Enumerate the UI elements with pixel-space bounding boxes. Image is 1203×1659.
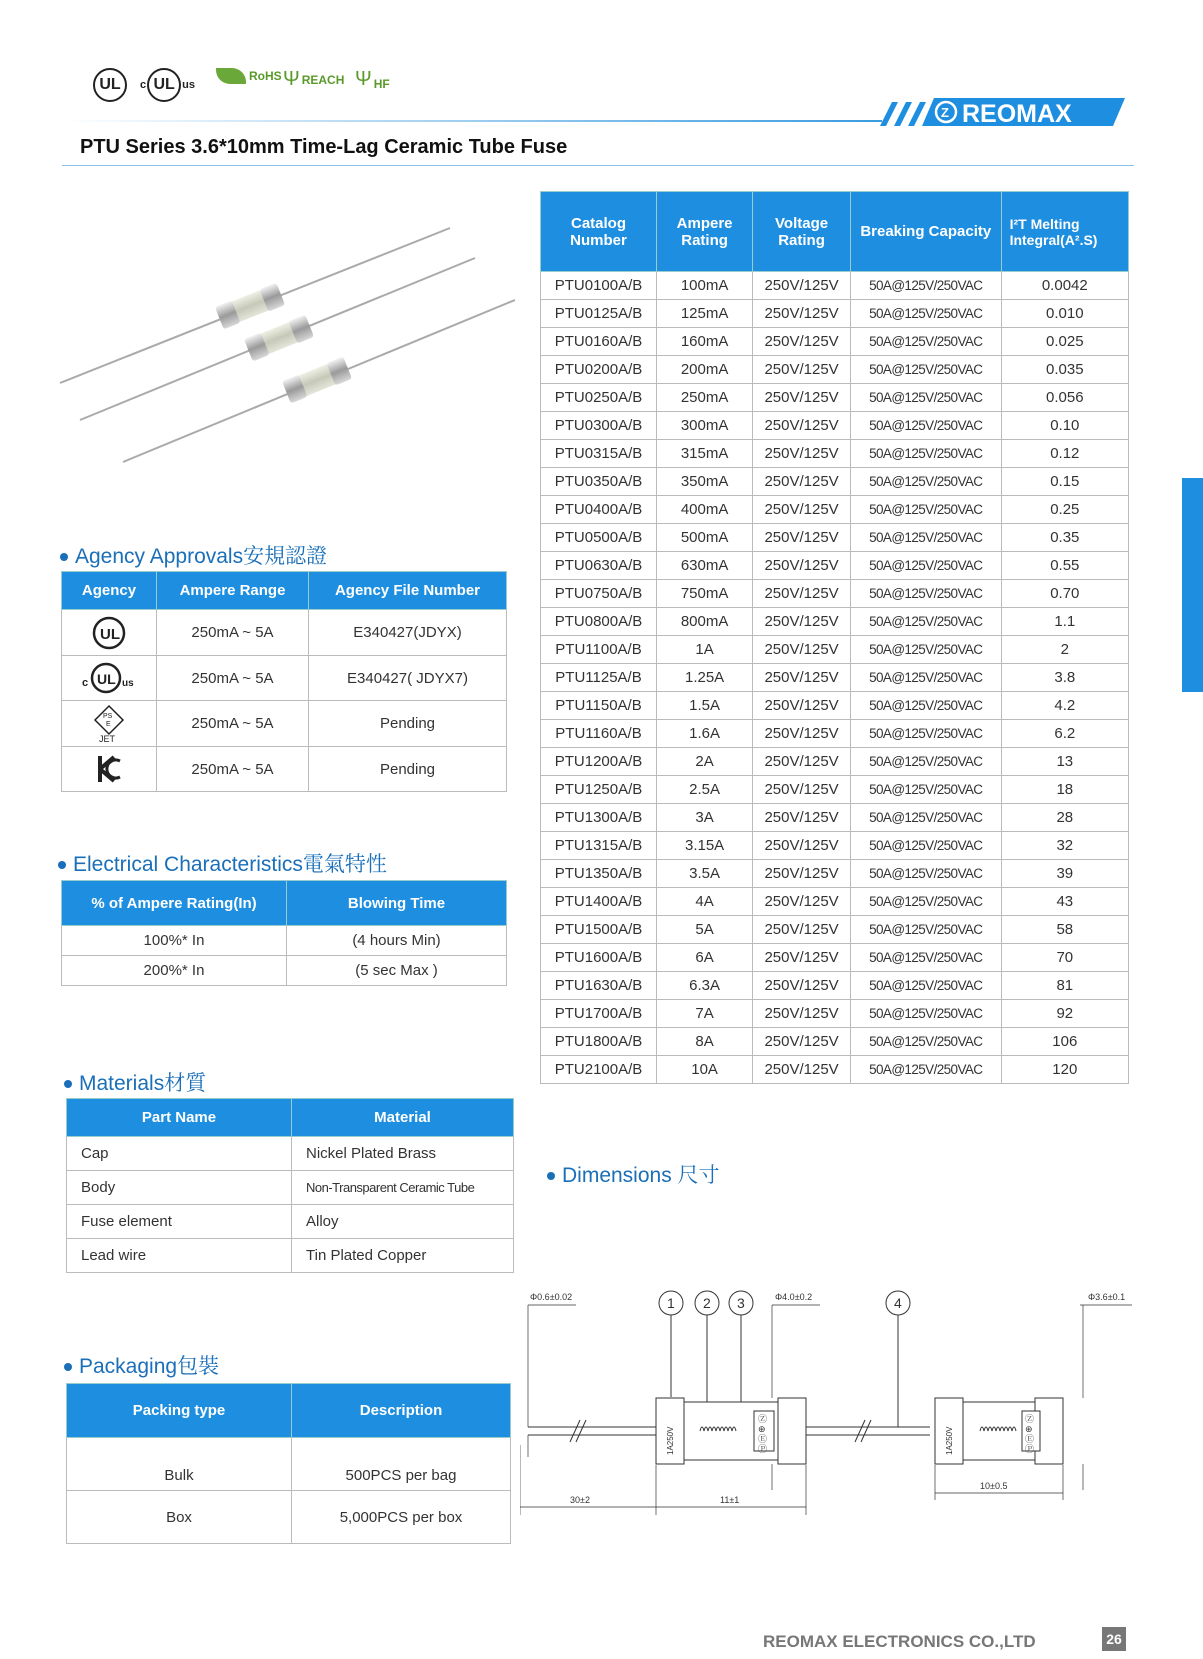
table-cell: 500mA	[657, 524, 753, 552]
table-cell: 1A	[657, 636, 753, 664]
hf-logo: Ψ HF	[355, 68, 390, 91]
svg-text:UL: UL	[97, 671, 116, 687]
svg-text:Ⓩ: Ⓩ	[758, 1414, 768, 1424]
table-cell: 50A@125V/250VAC	[850, 496, 1001, 524]
table-cell: 250V/125V	[753, 608, 851, 636]
table-cell: PTU2100A/B	[541, 1056, 657, 1084]
table-cell: 250V/125V	[753, 552, 851, 580]
table-cell: PTU0160A/B	[541, 328, 657, 356]
sprout-icon: Ψ	[283, 68, 300, 90]
svg-text:c: c	[82, 677, 89, 689]
table-cell: 2.5A	[657, 776, 753, 804]
table-cell: 50A@125V/250VAC	[850, 916, 1001, 944]
table-cell: 250V/125V	[753, 384, 851, 412]
pse-jet-icon	[62, 701, 157, 747]
agency-section-title: Agency Approvals安規認證	[60, 540, 327, 570]
table-row	[541, 384, 1129, 412]
callout-4	[886, 1291, 910, 1427]
table-cell: 250V/125V	[753, 748, 851, 776]
table-cell: PTU0300A/B	[541, 412, 657, 440]
table-cell: 81	[1001, 972, 1128, 1000]
dimension-drawing	[520, 1285, 1140, 1545]
table-cell: 106	[1001, 1028, 1128, 1056]
svg-text:3: 3	[737, 1295, 745, 1311]
table-cell: Non-Transparent Ceramic Tube	[292, 1171, 514, 1205]
leaf-icon	[216, 68, 246, 84]
table-cell: 0.25	[1001, 496, 1128, 524]
ul-logo: UL	[93, 68, 127, 102]
table-row	[67, 1205, 514, 1239]
table-row	[541, 1056, 1129, 1084]
packaging-table	[66, 1383, 511, 1544]
table-cell: 0.12	[1001, 440, 1128, 468]
table-cell: 200mA	[657, 356, 753, 384]
table-cell: PTU1400A/B	[541, 888, 657, 916]
table-cell: 50A@125V/250VAC	[850, 1028, 1001, 1056]
svg-text:⊕: ⊕	[1025, 1424, 1033, 1434]
col-agency: Agency	[62, 572, 157, 610]
table-cell: 250V/125V	[753, 832, 851, 860]
table-cell: 50A@125V/250VAC	[850, 748, 1001, 776]
table-cell: 250V/125V	[753, 636, 851, 664]
table-row: c UL us 250mA ~ 5A E340427( JDYX7)	[62, 656, 507, 701]
table-cell: 250V/125V	[753, 328, 851, 356]
table-cell: 4.2	[1001, 692, 1128, 720]
table-cell: 250V/125V	[753, 888, 851, 916]
table-cell: 0.55	[1001, 552, 1128, 580]
svg-text:1: 1	[667, 1295, 675, 1311]
table-cell: PTU1200A/B	[541, 748, 657, 776]
table-cell: 250V/125V	[753, 860, 851, 888]
catalog-header-row	[541, 192, 1129, 272]
table-cell: PTU0200A/B	[541, 356, 657, 384]
svg-text:10±0.5: 10±0.5	[980, 1481, 1008, 1491]
table-cell: 250V/125V	[753, 580, 851, 608]
product-photo	[55, 220, 525, 490]
table-row	[541, 860, 1129, 888]
col-agency-file: Agency File Number	[309, 572, 507, 610]
table-row	[541, 496, 1129, 524]
table-cell: 250V/125V	[753, 692, 851, 720]
table-cell: PTU1700A/B	[541, 1000, 657, 1028]
svg-text:PS: PS	[103, 712, 113, 720]
svg-text:11±1: 11±1	[720, 1495, 740, 1505]
table-row: 200%* In (5 sec Max )	[62, 956, 507, 986]
table-cell: 350mA	[657, 468, 753, 496]
table-cell: 0.70	[1001, 580, 1128, 608]
table-cell: PTU1350A/B	[541, 860, 657, 888]
table-cell: PTU0630A/B	[541, 552, 657, 580]
table-cell: 43	[1001, 888, 1128, 916]
table-cell: Cap	[67, 1137, 292, 1171]
table-row	[541, 720, 1129, 748]
table-cell: 0.010	[1001, 300, 1128, 328]
table-cell: PTU1300A/B	[541, 804, 657, 832]
cul-us-icon	[62, 656, 157, 701]
table-cell: 50A@125V/250VAC	[850, 300, 1001, 328]
table-cell: 2	[1001, 636, 1128, 664]
page-number: 26	[1102, 1627, 1126, 1651]
table-row	[541, 944, 1129, 972]
table-cell: 6.3A	[657, 972, 753, 1000]
table-cell: 120	[1001, 1056, 1128, 1084]
table-row	[541, 440, 1129, 468]
table-cell: 250V/125V	[753, 664, 851, 692]
table-cell: PTU1100A/B	[541, 636, 657, 664]
table-cell: 0.035	[1001, 356, 1128, 384]
table-row	[541, 916, 1129, 944]
table-cell: 50A@125V/250VAC	[850, 720, 1001, 748]
table-cell: Alloy	[292, 1205, 514, 1239]
table-cell: 50A@125V/250VAC	[850, 888, 1001, 916]
table-cell: 250V/125V	[753, 440, 851, 468]
page-title: PTU Series 3.6*10mm Time-Lag Ceramic Tube Fuse	[80, 136, 568, 158]
table-cell: 39	[1001, 860, 1128, 888]
col-part-name: Part Name	[67, 1099, 292, 1137]
svg-text:JET: JET	[99, 733, 116, 744]
table-cell: 250V/125V	[753, 1000, 851, 1028]
table-cell: 0.10	[1001, 412, 1128, 440]
table-row	[541, 636, 1129, 664]
table-cell: 50A@125V/250VAC	[850, 776, 1001, 804]
table-cell: 1.6A	[657, 720, 753, 748]
table-cell: 70	[1001, 944, 1128, 972]
col-description: Description	[292, 1384, 511, 1438]
table-cell: 50A@125V/250VAC	[850, 664, 1001, 692]
table-row	[541, 300, 1129, 328]
col-blowing-time: Blowing Time	[287, 881, 507, 926]
svg-text:1A250V: 1A250V	[945, 1426, 954, 1455]
table-cell: 50A@125V/250VAC	[850, 692, 1001, 720]
table-cell: 800mA	[657, 608, 753, 636]
table-cell: PTU0315A/B	[541, 440, 657, 468]
table-cell: 50A@125V/250VAC	[850, 972, 1001, 1000]
table-cell: Tin Plated Copper	[292, 1239, 514, 1273]
table-cell: 2A	[657, 748, 753, 776]
table-cell: 250V/125V	[753, 468, 851, 496]
table-cell: 250V/125V	[753, 944, 851, 972]
table-cell: 28	[1001, 804, 1128, 832]
table-cell: 0.025	[1001, 328, 1128, 356]
col-breaking-capacity: Breaking Capacity	[850, 192, 1001, 272]
cul-us-logo: c UL us	[140, 68, 195, 102]
table-row	[541, 748, 1129, 776]
table-cell: 0.15	[1001, 468, 1128, 496]
table-cell: 50A@125V/250VAC	[850, 804, 1001, 832]
table-cell: 250V/125V	[753, 300, 851, 328]
table-cell: 1.1	[1001, 608, 1128, 636]
table-cell: 250V/125V	[753, 916, 851, 944]
dimensions-section-title: Dimensions 尺寸	[547, 1159, 720, 1189]
table-cell: Lead wire	[67, 1239, 292, 1273]
table-cell: PTU1600A/B	[541, 944, 657, 972]
sprout-icon: Ψ	[355, 68, 372, 90]
table-cell: 1.25A	[657, 664, 753, 692]
fuse-3	[123, 300, 515, 462]
table-cell: 300mA	[657, 412, 753, 440]
table-row	[541, 804, 1129, 832]
table-cell: 50A@125V/250VAC	[850, 1056, 1001, 1084]
svg-text:Φ3.6±0.1: Φ3.6±0.1	[1088, 1292, 1126, 1302]
table-cell: 50A@125V/250VAC	[850, 328, 1001, 356]
table-row	[541, 692, 1129, 720]
table-cell: 250V/125V	[753, 496, 851, 524]
svg-text:2: 2	[703, 1295, 711, 1311]
table-cell: 50A@125V/250VAC	[850, 608, 1001, 636]
packaging-section-title: Packaging包裝	[64, 1350, 219, 1380]
table-cell: 250V/125V	[753, 272, 851, 300]
table-cell: 50A@125V/250VAC	[850, 944, 1001, 972]
table-row	[541, 972, 1129, 1000]
svg-text:Ⓩ: Ⓩ	[1025, 1414, 1035, 1424]
table-cell: 50A@125V/250VAC	[850, 524, 1001, 552]
table-cell: 10A	[657, 1056, 753, 1084]
materials-table	[66, 1098, 514, 1273]
table-cell: 400mA	[657, 496, 753, 524]
table-row: Box 5,000PCS per box	[67, 1491, 511, 1544]
table-row	[541, 580, 1129, 608]
table-cell: PTU1150A/B	[541, 692, 657, 720]
reach-logo: Ψ REACH	[283, 68, 345, 90]
col-catalog-number: Catalog Number	[541, 192, 657, 272]
footer-company: REOMAX ELECTRONICS CO.,LTD	[763, 1632, 1036, 1651]
col-ampere-range: Ampere Range	[157, 572, 309, 610]
table-cell: 3.8	[1001, 664, 1128, 692]
col-packing-type: Packing type	[67, 1384, 292, 1438]
table-row	[541, 888, 1129, 916]
table-cell: 5A	[657, 916, 753, 944]
table-row	[541, 1028, 1129, 1056]
table-cell: PTU0500A/B	[541, 524, 657, 552]
table-row	[67, 1171, 514, 1205]
table-cell: 50A@125V/250VAC	[850, 636, 1001, 664]
table-cell: 50A@125V/250VAC	[850, 580, 1001, 608]
table-cell: 50A@125V/250VAC	[850, 552, 1001, 580]
table-cell: 50A@125V/250VAC	[850, 384, 1001, 412]
callout-2	[695, 1291, 719, 1410]
table-cell: 6.2	[1001, 720, 1128, 748]
table-cell: 250V/125V	[753, 412, 851, 440]
table-cell: 250V/125V	[753, 972, 851, 1000]
table-cell: 0.056	[1001, 384, 1128, 412]
table-cell: 50A@125V/250VAC	[850, 860, 1001, 888]
table-cell: 3.15A	[657, 832, 753, 860]
table-cell: 50A@125V/250VAC	[850, 440, 1001, 468]
table-cell: 250V/125V	[753, 804, 851, 832]
svg-text:us: us	[122, 678, 134, 689]
table-cell: 6A	[657, 944, 753, 972]
table-cell: PTU0250A/B	[541, 384, 657, 412]
table-cell: 0.0042	[1001, 272, 1128, 300]
table-cell: 250V/125V	[753, 720, 851, 748]
table-cell: 250V/125V	[753, 1056, 851, 1084]
table-cell: 50A@125V/250VAC	[850, 412, 1001, 440]
table-cell: 50A@125V/250VAC	[850, 1000, 1001, 1028]
electrical-section-title: Electrical Characteristics電氣特性	[58, 848, 387, 878]
materials-section-title: Materials材質	[64, 1067, 206, 1097]
table-cell: Body	[67, 1171, 292, 1205]
kc-icon	[62, 747, 157, 792]
table-cell: PTU0800A/B	[541, 608, 657, 636]
catalog-table	[540, 191, 1129, 1084]
table-cell: 125mA	[657, 300, 753, 328]
table-cell: 50A@125V/250VAC	[850, 468, 1001, 496]
rohs-logo: RoHS	[216, 68, 282, 84]
table-row	[541, 524, 1129, 552]
table-row	[541, 272, 1129, 300]
table-cell: PTU1250A/B	[541, 776, 657, 804]
table-row	[541, 328, 1129, 356]
table-cell: 3A	[657, 804, 753, 832]
electrical-table	[61, 880, 507, 986]
table-row: 250mA ~ 5A Pending	[62, 747, 507, 792]
table-cell: 160mA	[657, 328, 753, 356]
agency-table	[61, 571, 507, 792]
svg-text:E: E	[106, 720, 111, 728]
svg-text:1A250V: 1A250V	[666, 1426, 675, 1455]
brand-logo	[880, 96, 1125, 128]
table-cell: 750mA	[657, 580, 753, 608]
table-cell: 630mA	[657, 552, 753, 580]
col-ampere-percent: % of Ampere Rating(In)	[62, 881, 287, 926]
table-cell: PTU1800A/B	[541, 1028, 657, 1056]
table-cell: PTU1160A/B	[541, 720, 657, 748]
col-i2t: I²T Melting Integral(A².S)	[1001, 192, 1128, 272]
table-cell: Fuse element	[67, 1205, 292, 1239]
table-cell: PTU0350A/B	[541, 468, 657, 496]
svg-text:Ⓟ: Ⓟ	[1025, 1444, 1035, 1454]
table-cell: PTU0125A/B	[541, 300, 657, 328]
table-cell: PTU0750A/B	[541, 580, 657, 608]
table-cell: 58	[1001, 916, 1128, 944]
table-cell: PTU0100A/B	[541, 272, 657, 300]
table-cell: 250V/125V	[753, 1028, 851, 1056]
table-row	[541, 356, 1129, 384]
table-cell: PTU1630A/B	[541, 972, 657, 1000]
table-cell: 0.35	[1001, 524, 1128, 552]
table-cell: Nickel Plated Brass	[292, 1137, 514, 1171]
col-ampere-rating: Ampere Rating	[657, 192, 753, 272]
table-cell: 250V/125V	[753, 524, 851, 552]
svg-text:REOMAX: REOMAX	[962, 100, 1072, 128]
table-row: Bulk 500PCS per bag	[67, 1438, 511, 1491]
table-cell: 250mA	[657, 384, 753, 412]
svg-text:Ⓔ: Ⓔ	[758, 1434, 768, 1444]
table-cell: 7A	[657, 1000, 753, 1028]
svg-text:4: 4	[894, 1295, 902, 1311]
table-cell: 50A@125V/250VAC	[850, 272, 1001, 300]
table-row	[541, 412, 1129, 440]
table-row	[541, 832, 1129, 860]
table-row	[67, 1239, 514, 1273]
table-cell: 4A	[657, 888, 753, 916]
table-row	[67, 1137, 514, 1171]
table-cell: 315mA	[657, 440, 753, 468]
col-material: Material	[292, 1099, 514, 1137]
table-row	[541, 552, 1129, 580]
side-tab	[1182, 478, 1203, 692]
svg-text:Ⓔ: Ⓔ	[1025, 1434, 1035, 1444]
ul-icon	[62, 610, 157, 656]
table-cell: PTU1125A/B	[541, 664, 657, 692]
table-row	[541, 468, 1129, 496]
table-cell: 13	[1001, 748, 1128, 776]
callout-3	[729, 1291, 753, 1408]
table-cell: 92	[1001, 1000, 1128, 1028]
table-row: PS E JET 250mA ~ 5A Pending	[62, 701, 507, 747]
table-cell: 32	[1001, 832, 1128, 860]
table-cell: 18	[1001, 776, 1128, 804]
col-voltage-rating: Voltage Rating	[753, 192, 851, 272]
table-row	[541, 776, 1129, 804]
table-cell: 1.5A	[657, 692, 753, 720]
table-row: UL 250mA ~ 5A E340427(JDYX)	[62, 610, 507, 656]
svg-text:Z: Z	[941, 105, 949, 120]
table-cell: 50A@125V/250VAC	[850, 356, 1001, 384]
table-cell: PTU1315A/B	[541, 832, 657, 860]
fuse-2	[80, 258, 475, 420]
svg-text:⊕: ⊕	[758, 1424, 766, 1434]
table-cell: PTU1500A/B	[541, 916, 657, 944]
table-row	[541, 1000, 1129, 1028]
table-row: 100%* In (4 hours Min)	[62, 926, 507, 956]
callout-1	[659, 1291, 683, 1397]
table-cell: 250V/125V	[753, 776, 851, 804]
svg-text:UL: UL	[100, 625, 120, 643]
svg-text:30±2: 30±2	[570, 1495, 590, 1505]
table-cell: PTU0400A/B	[541, 496, 657, 524]
table-cell: 100mA	[657, 272, 753, 300]
table-cell: 50A@125V/250VAC	[850, 832, 1001, 860]
svg-text:Φ4.0±0.2: Φ4.0±0.2	[775, 1292, 813, 1302]
table-cell: 250V/125V	[753, 356, 851, 384]
table-cell: 8A	[657, 1028, 753, 1056]
svg-text:Φ0.6±0.02: Φ0.6±0.02	[530, 1292, 573, 1302]
table-row	[541, 664, 1129, 692]
table-row	[541, 608, 1129, 636]
svg-text:Ⓟ: Ⓟ	[758, 1444, 768, 1454]
table-cell: 3.5A	[657, 860, 753, 888]
